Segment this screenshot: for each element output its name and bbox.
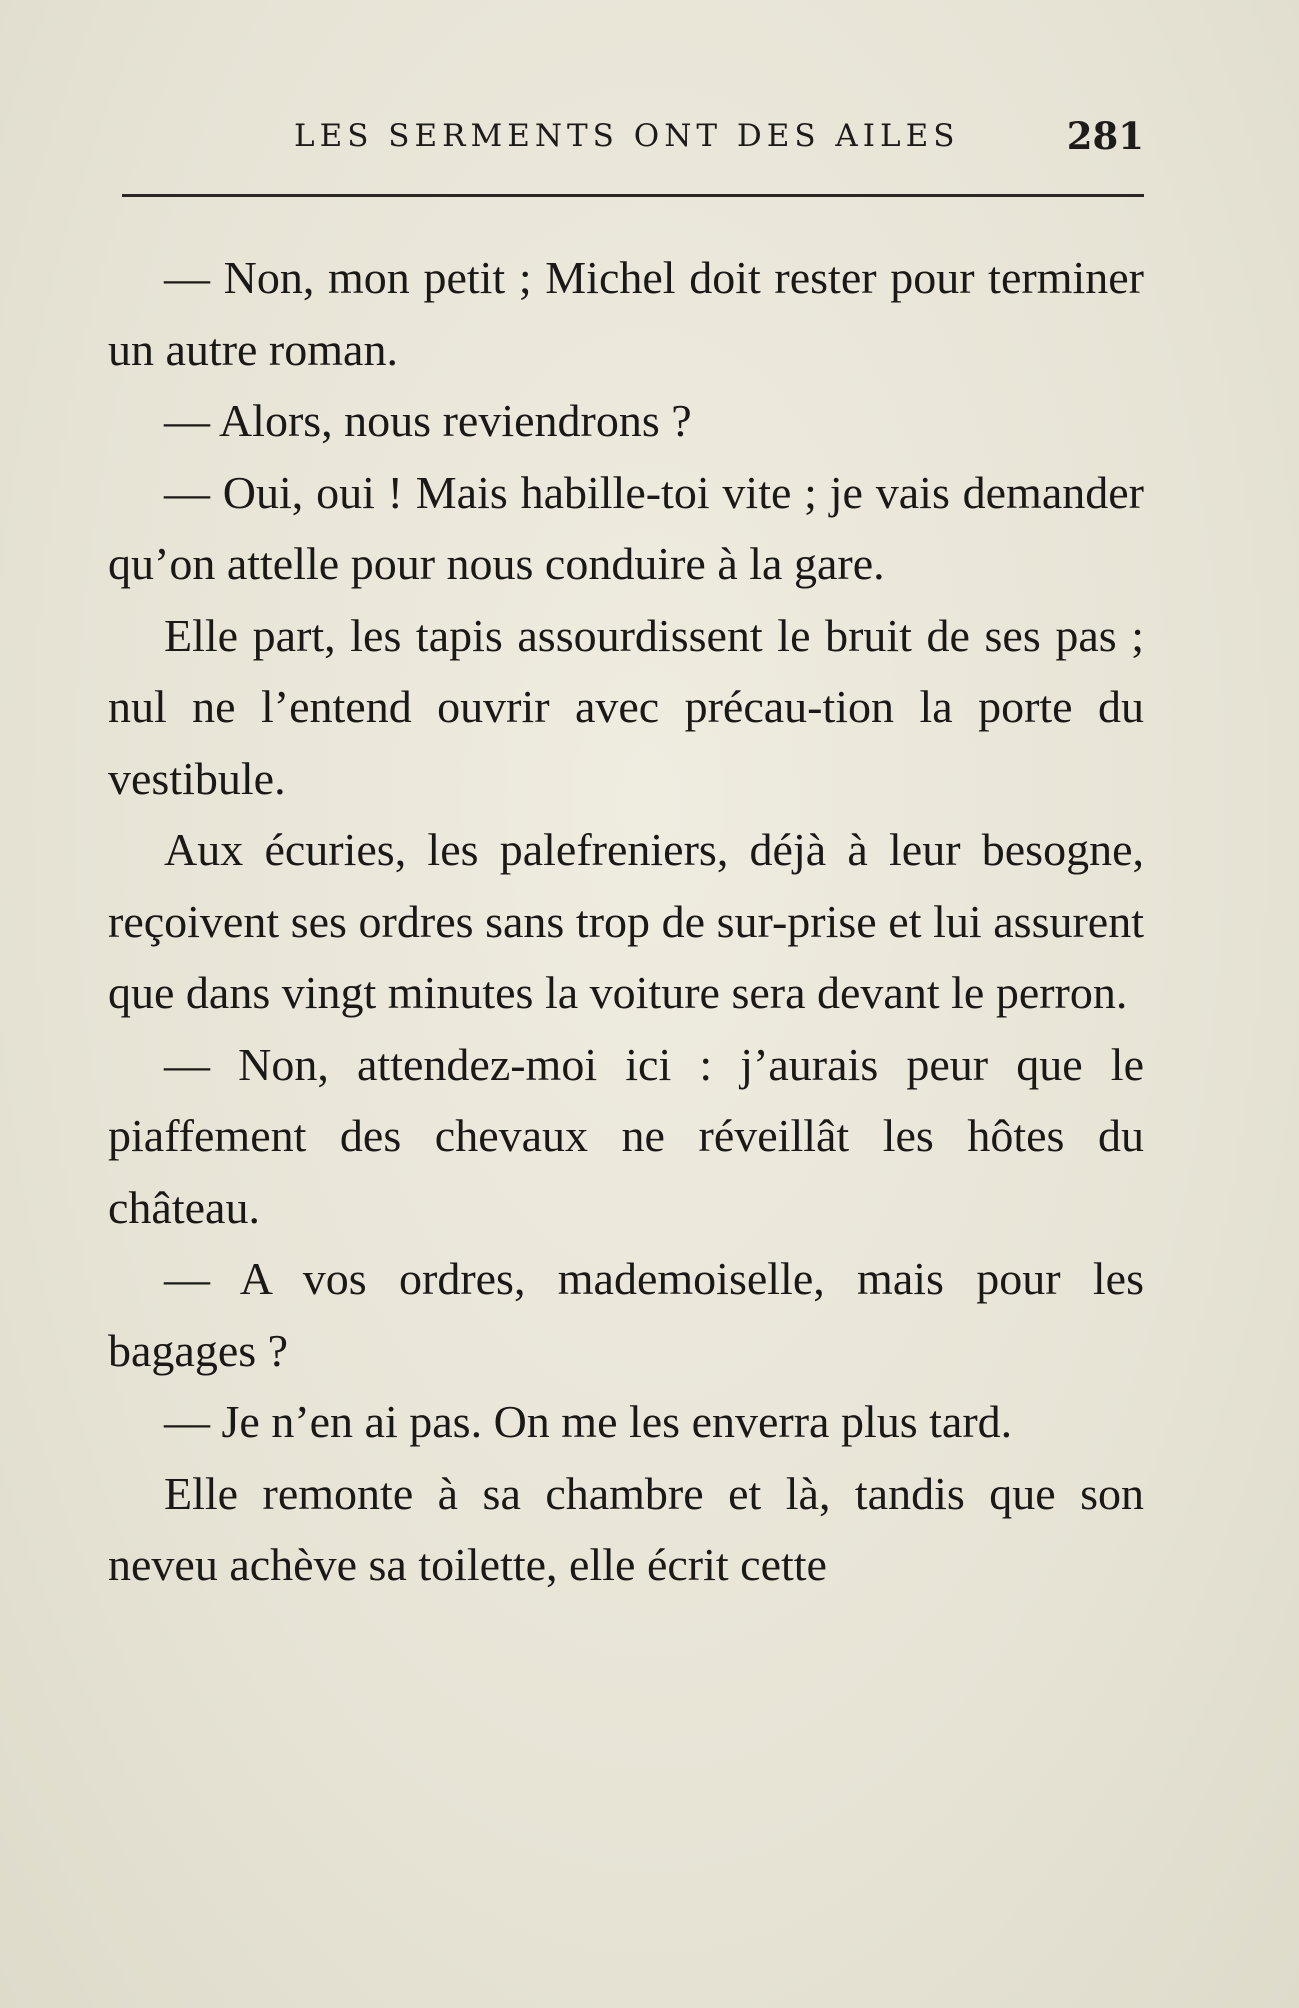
paragraph: — Non, attendez-moi ici : j’aurais peur que le piaffement des chevaux ne réveillât les hôtes du château. xyxy=(108,1038,1144,1233)
header-rule xyxy=(122,194,1144,197)
paragraph: — Non, mon petit ; Michel doit rester pour terminer un autre roman. xyxy=(108,252,1144,375)
page-header xyxy=(118,112,1144,172)
body-text xyxy=(108,242,1144,1601)
paragraph: — Je n’en ai pas. On me les enverra plus tard. xyxy=(164,1396,1013,1447)
paragraph: Elle remonte à sa chambre et là, tandis que son neveu achève sa toilette, elle écrit cette xyxy=(108,1467,1144,1590)
paragraph: Aux écuries, les palefreniers, déjà à leur besogne, reçoivent ses ordres sans trop de sur-prise et lui assurent que dans vingt minutes la voiture sera devant le perron. xyxy=(108,824,1144,1018)
paragraph: — Oui, oui ! Mais habille-toi vite ; je vais demander qu’on attelle pour nous conduire à la gare. xyxy=(108,466,1144,589)
paragraph: Elle part, les tapis assourdissent le bruit de ses pas ; nul ne l’entend ouvrir avec précau-tion la porte du vestibule. xyxy=(108,609,1144,804)
page-number: 281 xyxy=(1066,114,1144,158)
paragraph: — A vos ordres, mademoiselle, mais pour les bagages ? xyxy=(108,1253,1144,1376)
running-title: LES SERMENTS ONT DES AILES xyxy=(294,118,960,154)
paragraph: — Alors, nous reviendrons ? xyxy=(164,395,692,446)
